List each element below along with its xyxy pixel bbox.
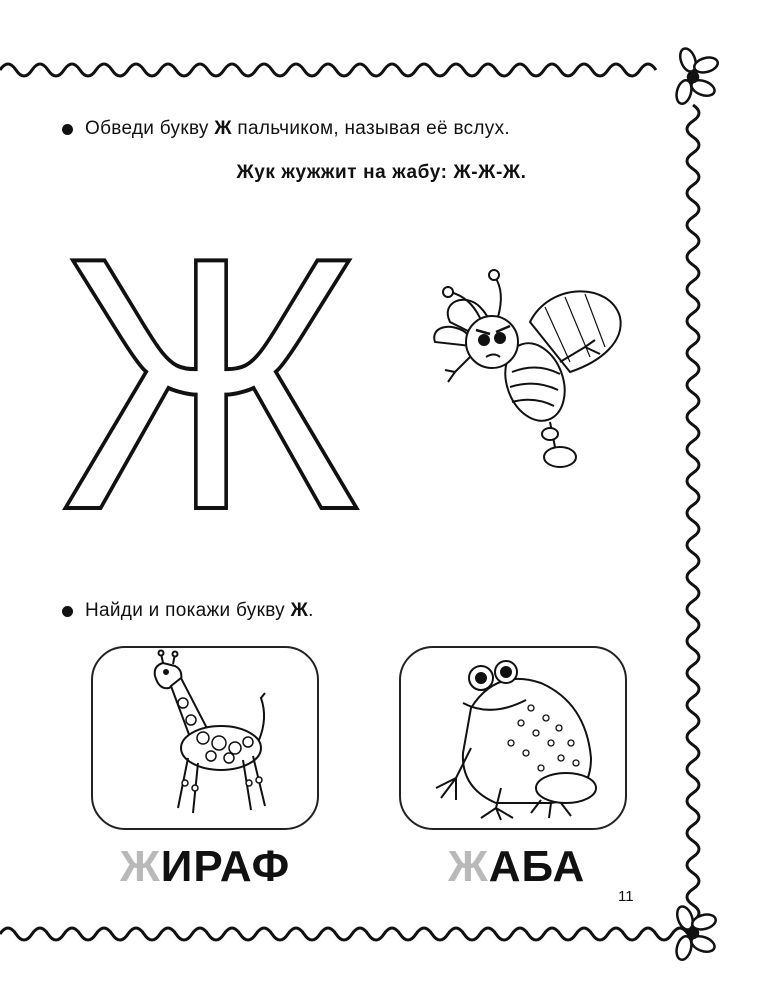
tongue-twister: Жук жужжит на жабу: Ж-Ж-Ж. <box>236 162 527 183</box>
border-bottom <box>0 928 688 940</box>
picture-card-giraffe[interactable] <box>91 646 319 830</box>
giraffe-illustration <box>93 648 317 828</box>
word-rest: АБА <box>488 842 586 891</box>
page-number: 11 <box>618 888 634 905</box>
border-right <box>687 105 699 937</box>
instruction-suffix: . <box>308 600 314 621</box>
instruction-suffix: пальчиком, называя её вслух. <box>237 118 510 139</box>
instruction-letter: Ж <box>290 600 309 621</box>
word-toad <box>448 842 585 892</box>
picture-card-toad[interactable] <box>399 646 627 830</box>
bullet-icon <box>62 124 73 135</box>
word-rest: ИРАФ <box>160 842 291 891</box>
toad-illustration <box>401 648 625 828</box>
flower-ornament-icon <box>674 904 717 961</box>
flower-ornament-icon <box>674 46 719 105</box>
instruction-prefix: Найди и покажи букву <box>85 600 285 621</box>
big-letter: Ж <box>61 240 361 530</box>
bullet-icon <box>62 606 73 617</box>
instruction-prefix: Обведи букву <box>85 118 209 139</box>
word-first-letter: Ж <box>448 842 489 891</box>
instruction-find-letter <box>62 600 314 622</box>
instruction-trace-letter <box>62 118 510 140</box>
instruction-letter: Ж <box>214 118 232 139</box>
big-letter-outline <box>56 240 366 530</box>
bee-illustration <box>420 262 640 482</box>
word-first-letter: Ж <box>120 842 161 891</box>
border-top <box>0 64 656 76</box>
word-giraffe <box>120 842 290 892</box>
